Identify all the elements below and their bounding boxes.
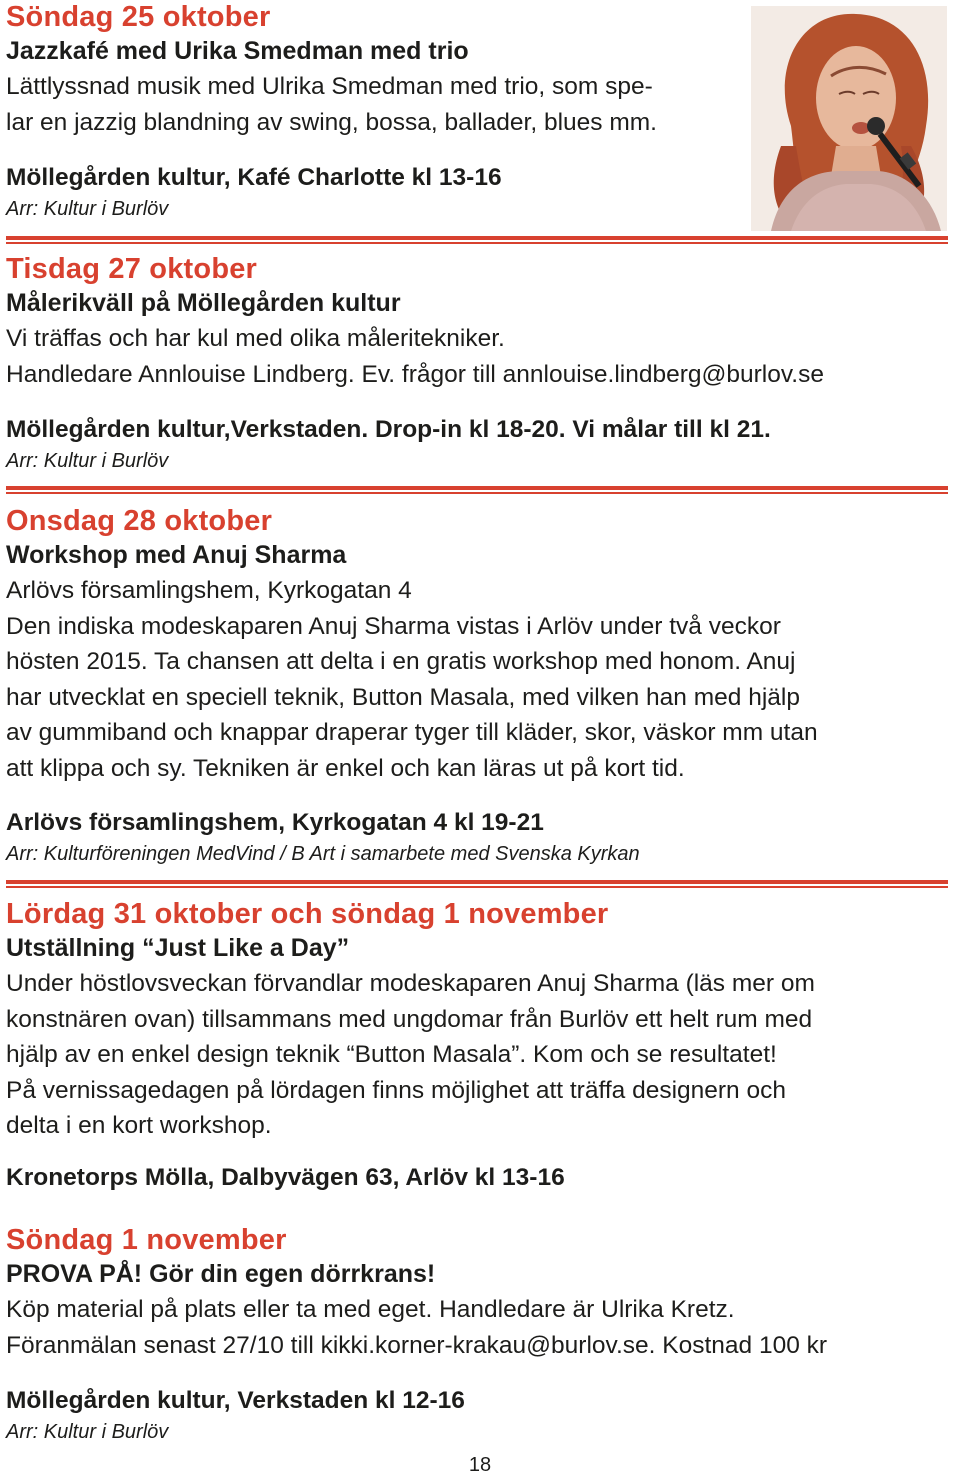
event-4-title: Utställning “Just Like a Day” bbox=[6, 934, 350, 962]
event-2-title: Målerikväll på Möllegården kultur bbox=[6, 289, 401, 317]
event-1-title: Jazzkafé med Urika Smedman med trio bbox=[6, 37, 469, 65]
event-2-venue: Möllegården kultur,Verkstaden. Drop-in kl 18-20. Vi målar till kl 21. bbox=[6, 416, 771, 443]
event-4-description-line-4: På vernissagedagen på lördagen finns möjlighet att träffa designern och bbox=[6, 1076, 786, 1104]
event-3-description-line-3: hösten 2015. Ta chansen att delta i en gratis workshop med honom. Anuj bbox=[6, 648, 796, 675]
event-1-arranger: Arr: Kultur i Burlöv bbox=[6, 198, 169, 220]
event-5-arranger: Arr: Kultur i Burlöv bbox=[6, 1421, 169, 1443]
event-4-venue: Kronetorps Mölla, Dalbyvägen 63, Arlöv kl 13-16 bbox=[6, 1164, 565, 1191]
event-4-description-line-2: konstnären ovan) tillsammans med ungdomar från Burlöv ett helt rum med bbox=[6, 1005, 813, 1033]
event-5-title: PROVA PÅ! Gör din egen dörrkrans! bbox=[6, 1260, 436, 1288]
event-2-date: Tisdag 27 oktober bbox=[6, 253, 258, 285]
event-3-description-line-6: att klippa och sy. Tekniken är enkel och kan läras ut på kort tid. bbox=[6, 754, 685, 782]
event-1-description-line-2: lar en jazzig blandning av swing, bossa, ballader, blues mm. bbox=[6, 108, 657, 136]
event-3-venue: Arlövs församlingshem, Kyrkogatan 4 kl 19-21 bbox=[6, 809, 544, 836]
event-5-description-line-1: Köp material på plats eller ta med eget. Handledare är Ulrika Kretz. bbox=[6, 1296, 735, 1323]
event-3-description-line-2: Den indiska modeskaparen Anuj Sharma vistas i Arlöv under två veckor bbox=[6, 612, 781, 640]
event-1-venue: Möllegården kultur, Kafé Charlotte kl 13-16 bbox=[6, 164, 502, 191]
divider bbox=[6, 880, 948, 888]
event-1-description-line-1: Lättlyssnad musik med Ulrika Smedman med trio, som spe- bbox=[6, 73, 653, 100]
divider bbox=[6, 486, 948, 494]
event-3-date: Onsdag 28 oktober bbox=[6, 505, 273, 537]
singer-portrait-icon bbox=[751, 6, 947, 231]
event-2-description-line-1: Vi träffas och har kul med olika måleritekniker. bbox=[6, 325, 505, 352]
event-5-date: Söndag 1 november bbox=[6, 1224, 287, 1256]
event-3-description-line-5: av gummiband och knappar draperar tyger till kläder, skor, väskor mm utan bbox=[6, 719, 818, 746]
event-3-description-line-4: har utvecklat en speciell teknik, Button Masala, med vilken han med hjälp bbox=[6, 683, 800, 711]
event-1-date: Söndag 25 oktober bbox=[6, 1, 271, 33]
event-5-description-line-2: Föranmälan senast 27/10 till kikki.korner-krakau@burlov.se. Kostnad 100 kr bbox=[6, 1331, 828, 1359]
event-3-arranger: Arr: Kulturföreningen MedVind / B Art i samarbete med Svenska Kyrkan bbox=[6, 843, 640, 865]
event-3-description-line-1: Arlövs församlingshem, Kyrkogatan 4 bbox=[6, 577, 412, 604]
singer-photo bbox=[751, 6, 947, 231]
event-5-venue: Möllegården kultur, Verkstaden kl 12-16 bbox=[6, 1387, 465, 1414]
event-4-description-line-3: hjälp av en enkel design teknik “Button Masala”. Kom och se resultatet! bbox=[6, 1041, 777, 1068]
event-2-description-line-2: Handledare Annlouise Lindberg. Ev. frågor till annlouise.lindberg@burlov.se bbox=[6, 360, 824, 388]
event-4-description-line-1: Under höstlovsveckan förvandlar modeskaparen Anuj Sharma (läs mer om bbox=[6, 970, 815, 997]
event-4-date: Lördag 31 oktober och söndag 1 november bbox=[6, 898, 609, 930]
event-2-arranger: Arr: Kultur i Burlöv bbox=[6, 450, 169, 472]
divider bbox=[6, 236, 948, 244]
event-3-title: Workshop med Anuj Sharma bbox=[6, 541, 347, 569]
page-number: 18 bbox=[468, 1454, 492, 1476]
event-4-description-line-5: delta i en kort workshop. bbox=[6, 1112, 272, 1139]
